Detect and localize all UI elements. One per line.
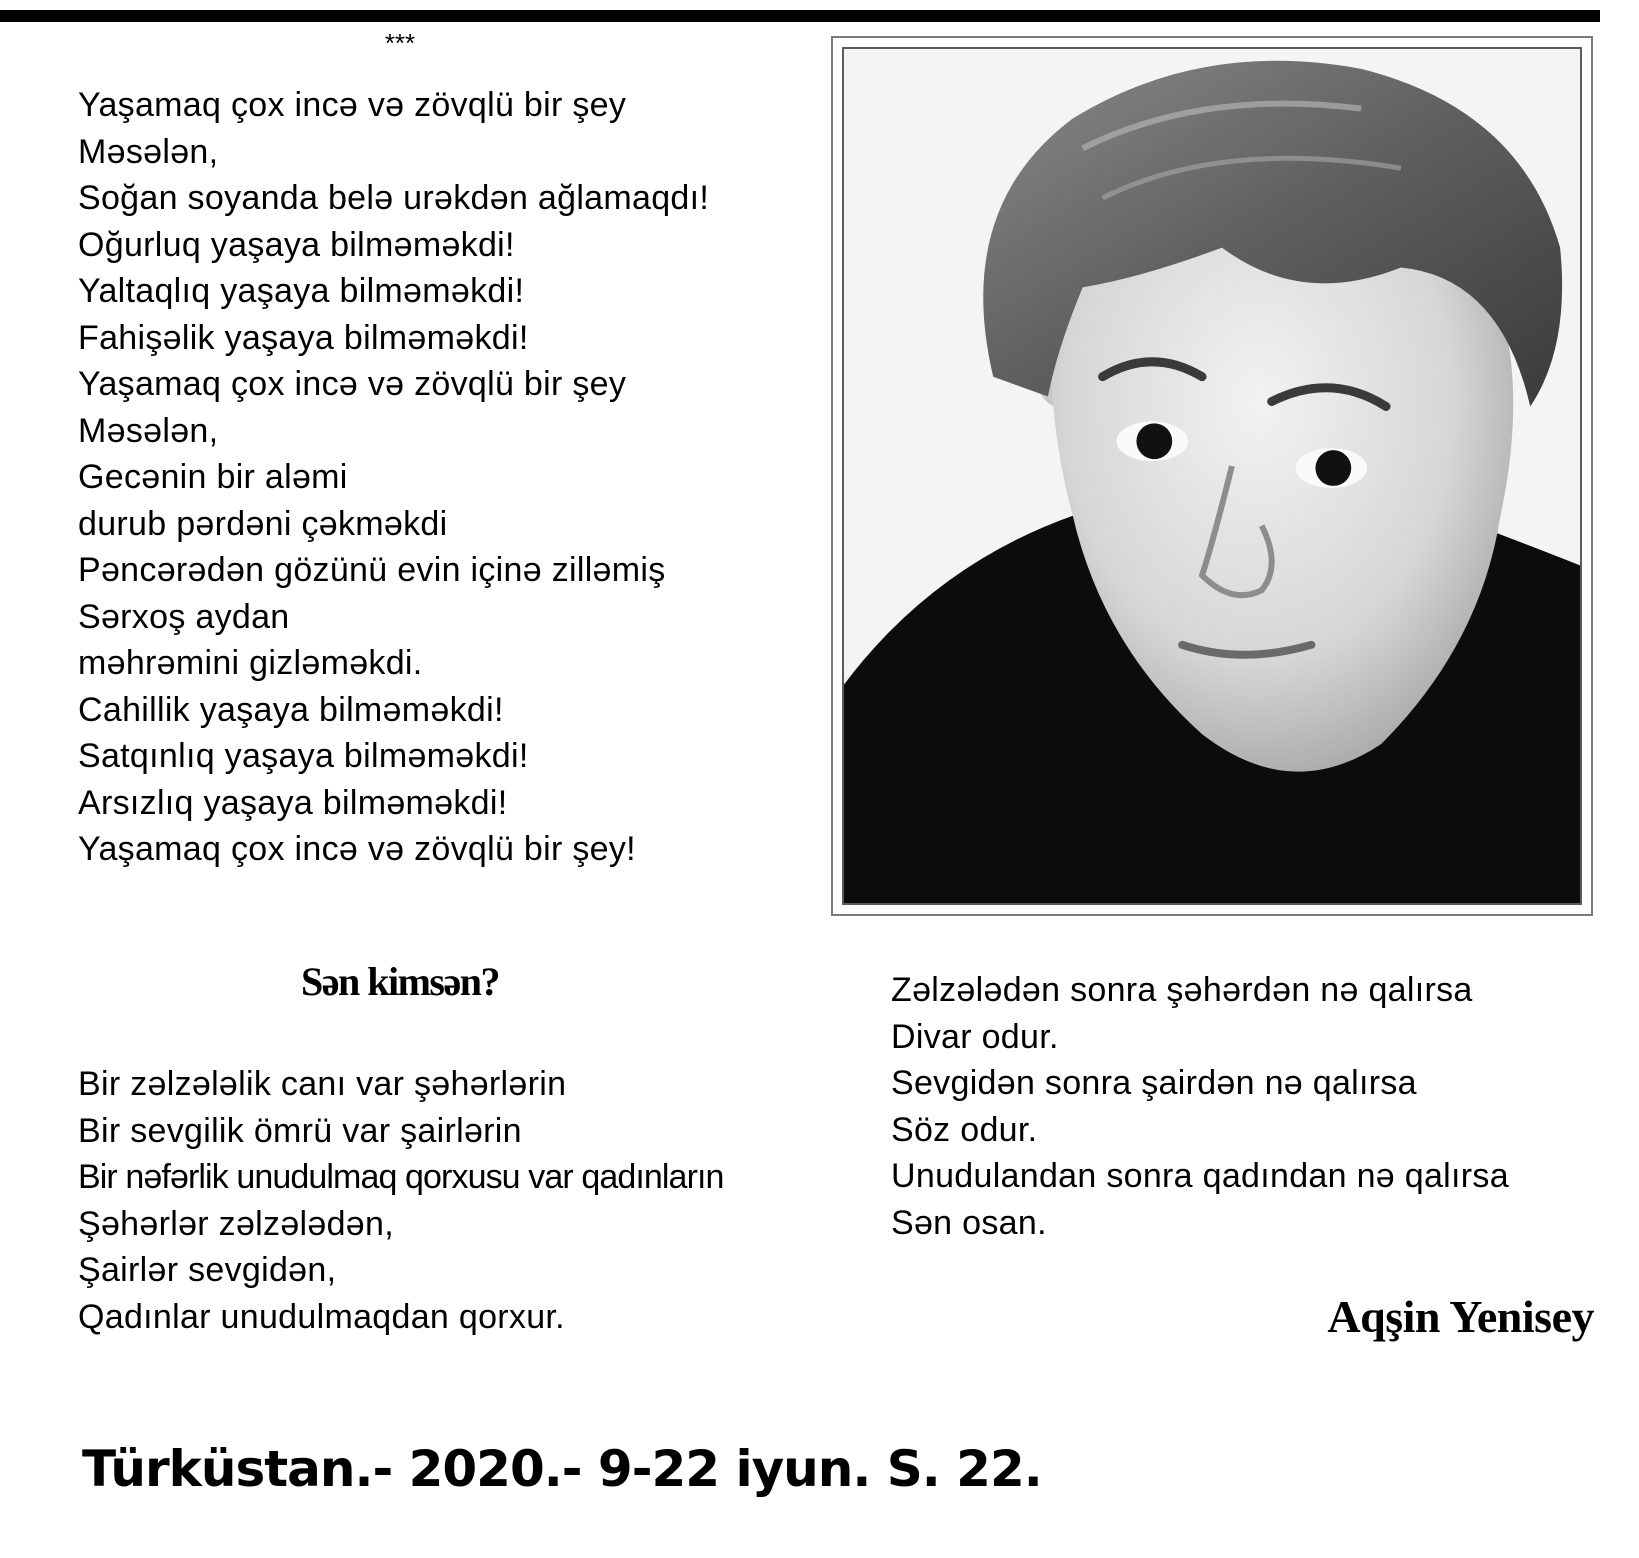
poem-line: Satqınlıq yaşaya bilməməkdi! [78, 737, 529, 775]
poem-line: Cahillik yaşaya bilməməkdi! [78, 690, 504, 729]
poem-untitled [78, 82, 709, 873]
poem-line: Sərxoş aydan [78, 597, 290, 636]
section-divider-stars: *** [384, 28, 416, 58]
poem-line: Divar odur. [891, 1017, 1059, 1056]
poem-line: durub pərdəni çəkməkdi [78, 504, 448, 543]
poem-line: Gecənin bir aləmi [78, 458, 348, 496]
poem-line: Bir nəfərlik unudulmaq qorxusu var qadınların [78, 1158, 724, 1196]
poem-line: Oğurluq yaşaya bilməməkdi! [78, 225, 515, 264]
poem-line: Yaşamaq çox incə və zövqlü bir şey [78, 86, 627, 124]
poem-line: Yaşamaq çox incə və zövqlü bir şey! [78, 830, 636, 868]
poem-line: Arsızlıq yaşaya bilməməkdi! [78, 783, 508, 822]
poem-line: Söz odur. [891, 1110, 1038, 1149]
poem-line: Zəlzələdən sonra şəhərdən nə qalırsa [891, 971, 1473, 1009]
poem-line: Sən osan. [891, 1203, 1047, 1242]
source-citation: Türküstan.- 2020.- 9-22 iyun. S. 22. [82, 1440, 1042, 1498]
poem-line: məhrəmini gizləməkdi. [78, 644, 423, 682]
poem-sen-kimsen-part-2 [891, 967, 1509, 1246]
poem-line: Şəhərlər zəlzələdən, [78, 1204, 394, 1243]
poem-line: Şairlər sevgidən, [78, 1251, 337, 1289]
poem-line: Pəncərədən gözünü evin içinə zilləmiş [78, 551, 666, 589]
author-name: Aqşin Yenisey [1327, 1291, 1594, 1342]
author-photo-frame [831, 36, 1593, 916]
poem-title: Sən kimsən? [301, 959, 499, 1004]
author-portrait-illustration [844, 49, 1580, 903]
poem-line: Yaltaqlıq yaşaya bilməməkdi! [78, 272, 525, 310]
poem-line: Bir zəlzələlik canı var şəhərlərin [78, 1065, 567, 1103]
poem-line: Unudulandan sonra qadından nə qalırsa [891, 1157, 1509, 1195]
poem-line: Sevgidən sonra şairdən nə qalırsa [891, 1064, 1417, 1102]
poem-line: Məsələn, [78, 411, 219, 450]
poem-sen-kimsen-part-1 [78, 1061, 724, 1340]
poem-line: Məsələn, [78, 132, 219, 171]
top-rule [0, 10, 1600, 22]
author-photo [842, 47, 1582, 905]
poem-line: Bir sevgilik ömrü var şairlərin [78, 1111, 522, 1150]
poem-line: Soğan soyanda belə urəkdən ağlamaqdı! [78, 179, 710, 217]
poem-line: Fahişəlik yaşaya bilməməkdi! [78, 318, 529, 357]
poem-line: Qadınlar unudulmaqdan qorxur. [78, 1297, 565, 1336]
poem-line: Yaşamaq çox incə və zövqlü bir şey [78, 365, 627, 403]
